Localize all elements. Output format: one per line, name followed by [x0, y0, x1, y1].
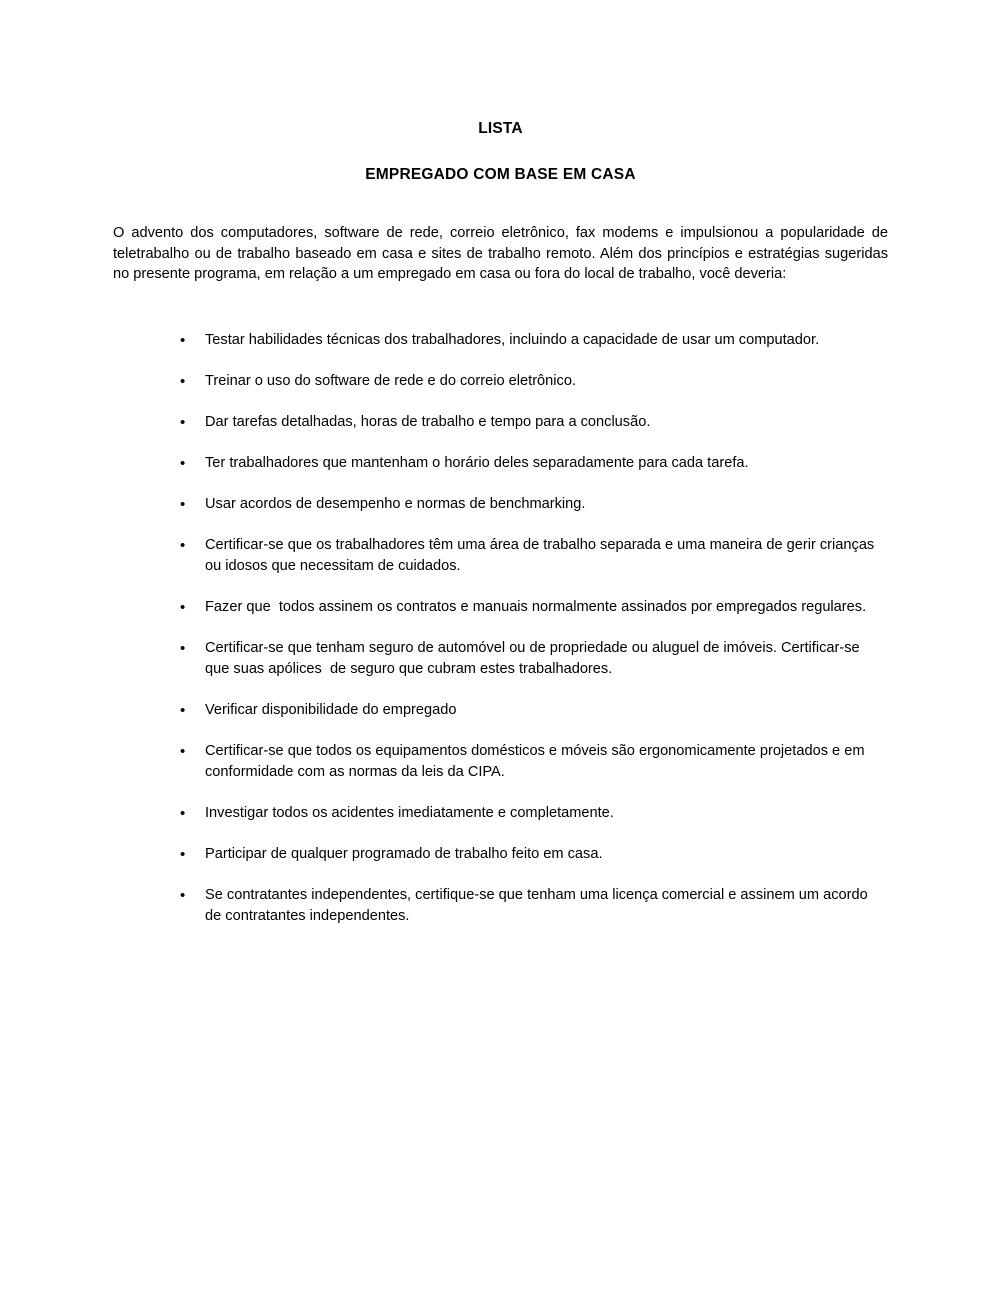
- bullet-point-icon: •: [180, 414, 186, 431]
- bullet-point-icon: •: [180, 332, 186, 349]
- list-item-text: Se contratantes independentes, certifique-se que tenham uma licença comercial e assinem um acordo de contratantes independentes.: [205, 887, 872, 924]
- bullet-point-icon: •: [180, 599, 186, 616]
- intro-paragraph: O advento dos computadores, software de rede, correio eletrônico, fax modems e impulsionou a popularidade de teletrabalho ou de trabalho baseado em casa e sites de trabalho remoto. Além dos princípios e estratégias sugeridas no presente programa, em relação a um empregado em casa ou fora do local de trabalho, você deveria:: [113, 225, 893, 282]
- list-item: [113, 885, 888, 927]
- list-item-text: Dar tarefas detalhadas, horas de trabalho e tempo para a conclusão.: [205, 414, 651, 430]
- list-item-text: Verificar disponibilidade do empregado: [205, 702, 457, 718]
- list-item: [113, 638, 888, 680]
- list-item-text: Testar habilidades técnicas dos trabalhadores, incluindo a capacidade de usar um computador.: [205, 332, 820, 348]
- bullet-point-icon: •: [180, 496, 186, 513]
- list-item: [113, 700, 888, 721]
- list-item: [113, 494, 888, 515]
- list-item-text: Certificar-se que tenham seguro de automóvel ou de propriedade ou aluguel de imóveis. Certificar-se que suas apólices de seguro que cubram estes trabalhadores.: [205, 640, 864, 677]
- list-item-text: Ter trabalhadores que mantenham o horário deles separadamente para cada tarefa.: [205, 455, 749, 471]
- list-item: [113, 535, 888, 577]
- bullet-point-icon: •: [180, 887, 186, 904]
- list-item: [113, 412, 888, 433]
- requirements-list: [113, 330, 888, 927]
- list-item: [113, 844, 888, 865]
- list-item-text: Usar acordos de desempenho e normas de benchmarking.: [205, 496, 586, 512]
- list-item: [113, 453, 888, 474]
- page-title: LISTA: [478, 120, 523, 137]
- list-item-text: Investigar todos os acidentes imediatamente e completamente.: [205, 805, 614, 821]
- list-item-text: Fazer que todos assinem os contratos e manuais normalmente assinados por empregados regulares.: [205, 599, 867, 615]
- bullet-point-icon: •: [180, 455, 186, 472]
- list-item-text: Certificar-se que todos os equipamentos domésticos e móveis são ergonomicamente projetados e em conformidade com as normas da leis da CIPA.: [205, 743, 869, 780]
- bullet-point-icon: •: [180, 846, 186, 863]
- page-subtitle: EMPREGADO COM BASE EM CASA: [365, 166, 636, 183]
- bullet-point-icon: •: [180, 640, 186, 657]
- bullet-point-icon: •: [180, 373, 186, 390]
- list-item: [113, 741, 888, 783]
- list-item: [113, 330, 888, 351]
- list-item-text: Treinar o uso do software de rede e do correio eletrônico.: [205, 373, 576, 389]
- list-item: [113, 371, 888, 392]
- list-item-text: Certificar-se que os trabalhadores têm uma área de trabalho separada e uma maneira de gerir crianças ou idosos que necessitam de cuidados.: [205, 537, 879, 574]
- list-item-text: Participar de qualquer programado de trabalho feito em casa.: [205, 846, 603, 862]
- bullet-point-icon: •: [180, 743, 186, 760]
- bullet-point-icon: •: [180, 805, 186, 822]
- bullet-point-icon: •: [180, 537, 186, 554]
- list-item: [113, 803, 888, 824]
- bullet-point-icon: •: [180, 702, 186, 719]
- list-item: [113, 597, 888, 618]
